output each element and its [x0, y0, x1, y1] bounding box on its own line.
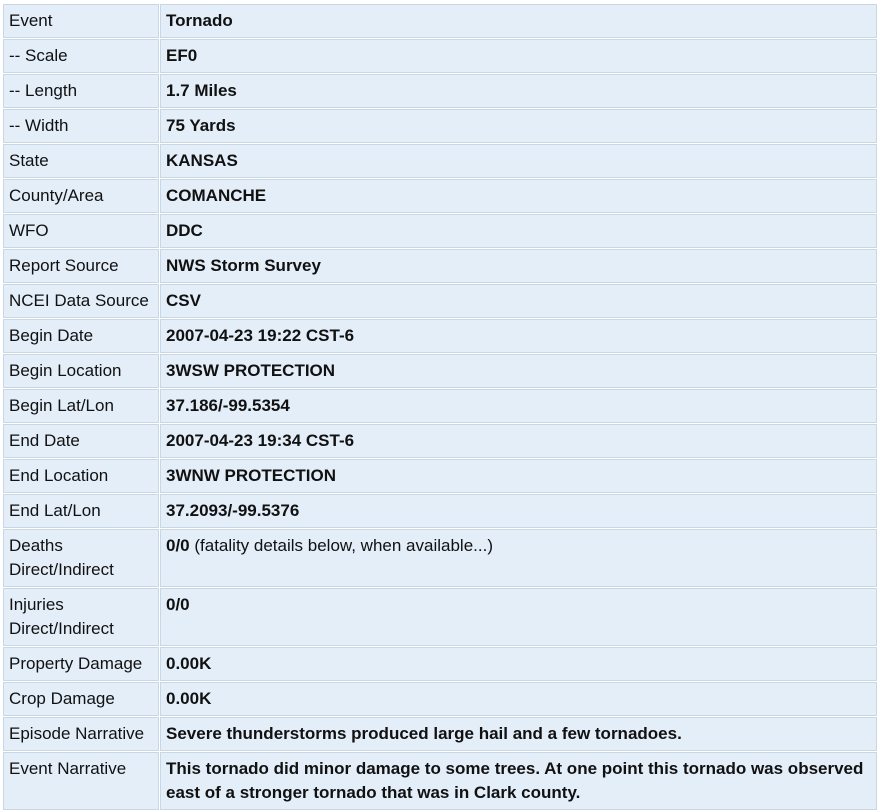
label-begin-date: Begin Date	[3, 319, 159, 353]
value-end-date: 2007-04-23 19:34 CST-6	[160, 424, 877, 458]
row-deaths	[3, 529, 877, 587]
label-episode-narrative: Episode Narrative	[3, 717, 159, 751]
row-event	[3, 4, 877, 38]
row-property-damage	[3, 647, 877, 681]
row-width	[3, 109, 877, 143]
label-event-narrative: Event Narrative	[3, 752, 159, 810]
label-scale: -- Scale	[3, 39, 159, 73]
row-episode-narrative	[3, 717, 877, 751]
label-begin-location: Begin Location	[3, 354, 159, 388]
label-report-source: Report Source	[3, 249, 159, 283]
row-end-location	[3, 459, 877, 493]
value-property-damage: 0.00K	[160, 647, 877, 681]
event-details	[2, 3, 878, 811]
row-event-narrative	[3, 752, 877, 810]
row-begin-location	[3, 354, 877, 388]
value-begin-date: 2007-04-23 19:22 CST-6	[160, 319, 877, 353]
value-crop-damage: 0.00K	[160, 682, 877, 716]
row-report-source	[3, 249, 877, 283]
row-end-lat-lon	[3, 494, 877, 528]
label-width: -- Width	[3, 109, 159, 143]
label-end-location: End Location	[3, 459, 159, 493]
value-begin-location: 3WSW PROTECTION	[160, 354, 877, 388]
deaths-count: 0/0	[166, 536, 190, 555]
row-begin-date	[3, 319, 877, 353]
label-end-lat-lon: End Lat/Lon	[3, 494, 159, 528]
label-length: -- Length	[3, 74, 159, 108]
event-details-table	[2, 3, 878, 811]
value-episode-narrative: Severe thunderstorms produced large hail and a few tornadoes.	[160, 717, 877, 751]
label-begin-lat-lon: Begin Lat/Lon	[3, 389, 159, 423]
row-end-date	[3, 424, 877, 458]
value-deaths	[160, 529, 877, 587]
value-width: 75 Yards	[160, 109, 877, 143]
value-injuries: 0/0	[160, 588, 877, 646]
row-scale	[3, 39, 877, 73]
label-end-date: End Date	[3, 424, 159, 458]
row-begin-lat-lon	[3, 389, 877, 423]
value-state: KANSAS	[160, 144, 877, 178]
label-county: County/Area	[3, 179, 159, 213]
value-end-location: 3WNW PROTECTION	[160, 459, 877, 493]
value-event-narrative: This tornado did minor damage to some trees. At one point this tornado was observed east of a stronger tornado that was in Clark county.	[160, 752, 877, 810]
label-injuries: Injuries Direct/Indirect	[3, 588, 159, 646]
row-state	[3, 144, 877, 178]
row-wfo	[3, 214, 877, 248]
value-wfo: DDC	[160, 214, 877, 248]
value-county: COMANCHE	[160, 179, 877, 213]
fatality-note: (fatality details below, when available...)	[194, 536, 493, 555]
value-report-source: NWS Storm Survey	[160, 249, 877, 283]
label-event: Event	[3, 4, 159, 38]
label-wfo: WFO	[3, 214, 159, 248]
row-crop-damage	[3, 682, 877, 716]
row-length	[3, 74, 877, 108]
label-state: State	[3, 144, 159, 178]
label-property-damage: Property Damage	[3, 647, 159, 681]
value-begin-lat-lon: 37.186/-99.5354	[160, 389, 877, 423]
value-end-lat-lon: 37.2093/-99.5376	[160, 494, 877, 528]
value-event: Tornado	[160, 4, 877, 38]
row-ncei-data-source	[3, 284, 877, 318]
row-injuries	[3, 588, 877, 646]
row-county	[3, 179, 877, 213]
value-length: 1.7 Miles	[160, 74, 877, 108]
value-ncei-data-source: CSV	[160, 284, 877, 318]
value-scale: EF0	[160, 39, 877, 73]
label-ncei-data-source: NCEI Data Source	[3, 284, 159, 318]
label-deaths: Deaths Direct/Indirect	[3, 529, 159, 587]
label-crop-damage: Crop Damage	[3, 682, 159, 716]
